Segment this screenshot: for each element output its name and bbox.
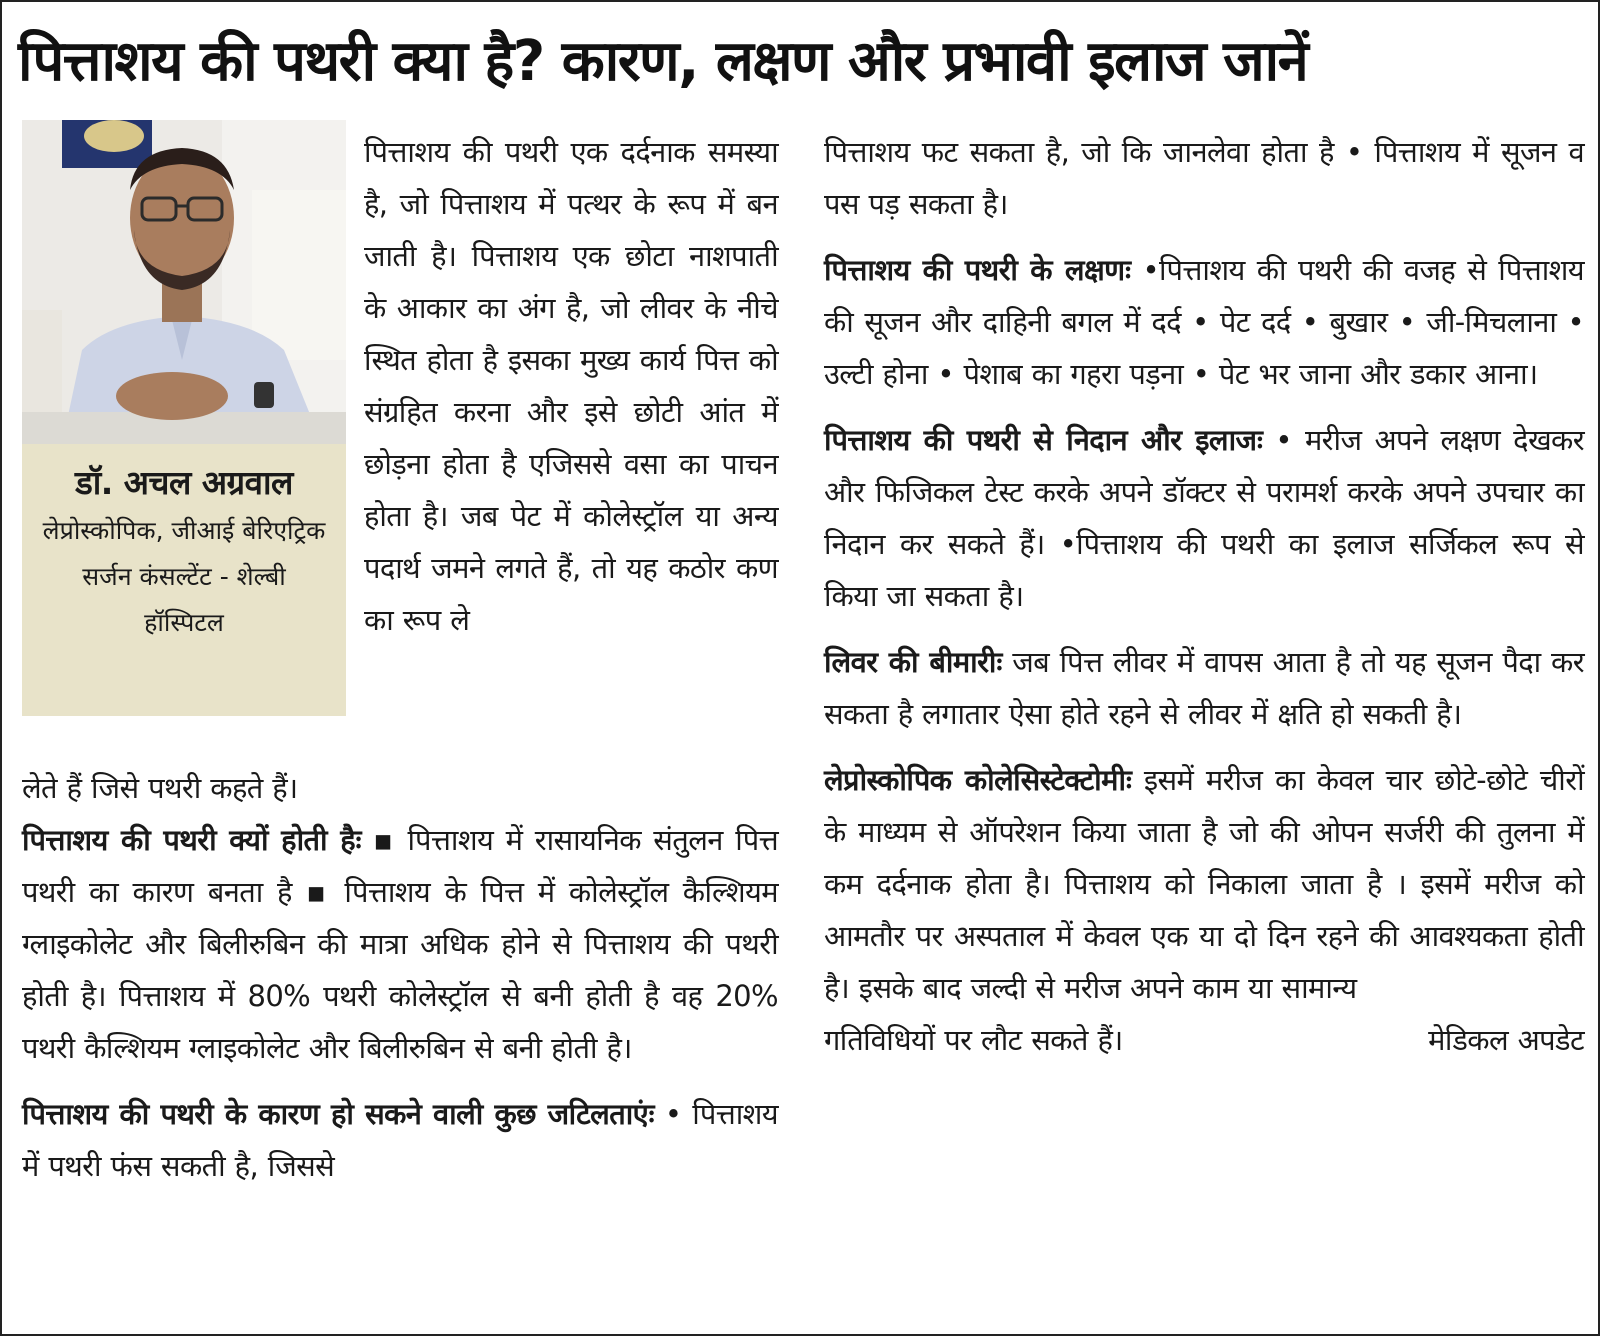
closing-line [824, 1014, 1584, 1066]
doctor-photo [22, 120, 346, 444]
section-body: • पित्ताशय में पथरी फंस सकती है, जिससे [22, 1097, 778, 1183]
section-heading: पित्ताशय की पथरी से निदान और इलाजः [824, 423, 1263, 457]
section-heading: पित्ताशय की पथरी क्यों होती हैः [22, 823, 361, 857]
section-heading: पित्ताशय की पथरी के लक्षणः [824, 253, 1131, 287]
section-heading: पित्ताशय की पथरी के कारण हो सकने वाली कुछ जटिलताएंः [22, 1097, 654, 1131]
byline: मेडिकल अपडेट [1428, 1023, 1584, 1057]
section-complications [22, 1088, 778, 1192]
section-laparoscopic [824, 754, 1584, 1014]
doctor-name: डॉ. अचल अग्रवाल [75, 463, 293, 502]
section-body: •पित्ताशय की पथरी की वजह से पित्ताशय की सूजन और दाहिनी बगल में दर्द • पेट दर्द • बुखार • जी-मिचलाना • उल्टी होना • पेशाब का गहरा पड़ना • पेट भर जाना और डकार आना। [824, 253, 1584, 391]
section-body: जब पित्त लीवर में वापस आता है तो यह सूजन पैदा कर सकता है लगातार ऐसा होते रहने से लीवर में क्षति हो सकती है। [824, 645, 1584, 731]
section-body: ▪ पित्ताशय में रासायनिक संतुलन पित्त पथरी का कारण बनता है ▪ पित्ताशय के पित्त में कोलेस्ट्रॉल कैल्शियम ग्लाइकोलेट और बिलीरुबिन की मात्रा अधिक होने से पित्ताशय की पथरी होती है। पित्ताशय में 80% पथरी कोलेस्ट्रॉल से बनी होती है वह 20% पथरी कैल्शियम ग्लाइकोलेट और बिलीरुबिन से बनी होती है। [22, 823, 779, 1065]
intro-paragraph: पित्ताशय की पथरी एक दर्दनाक समस्या है, जो पित्ताशय में पत्थर के रूप में बन जाती है। पित्ताशय एक छोटा नाशपाती के आकार का अंग है, जो लीवर के नीचे स्थित होता है इसका मुख्य कार्य पित्त को संग्रहित करना और इसे छोटी आंत में छोड़ना होता है एजिससे वसा का पाचन होता है। जब पेट में कोलेस्ट्रॉल या अन्य पदार्थ जमने लगते हैं, तो यह कठोर कण का रूप ले [364, 135, 778, 637]
section-complications-cont [824, 126, 1584, 230]
closing-text: गतिविधियों पर लौट सकते हैं। [824, 1023, 1123, 1057]
left-column [22, 814, 778, 1206]
doctor-caption [22, 444, 346, 716]
right-column [824, 126, 1584, 1066]
headline: पित्ताशय की पथरी क्या है? कारण, लक्षण और प्रभावी इलाज जानें [18, 29, 1308, 94]
section-symptoms [824, 244, 1584, 400]
doctor-title: लेप्रोस्कोपिक, जीआई बेरिएट्रिक सर्जन कंसल्टेंट - शेल्बी हॉस्पिटल [42, 516, 326, 637]
section-diagnosis [824, 414, 1584, 622]
section-why-stones [22, 814, 778, 1074]
section-body: • मरीज अपने लक्षण देखकर और फिजिकल टेस्ट करके अपने डॉक्टर से परामर्श करके अपने उपचार का निदान कर सकते हैं। •पित्ताशय की पथरी का इलाज सर्जिकल रूप से किया जा सकता है। [824, 423, 1584, 613]
section-liver-disease [824, 636, 1584, 740]
section-body: इसमें मरीज का केवल चार छोटे-छोटे चीरों के माध्यम से ऑपरेशन किया जाता है जो की ओपन सर्जरी की तुलना में कम दर्दनाक होता है। पित्ताशय को निकाला जाता है । इसमें मरीज को आमतौर पर अस्पताल में केवल एक या दो दिन रहने की आवश्यकता होती है। इसके बाद जल्दी से मरीज अपने काम या सामान्य [824, 763, 1584, 1005]
doctor-profile-box [22, 120, 346, 716]
section-heading: लिवर की बीमारीः [824, 645, 1002, 679]
intro-paragraph-end: लेते हैं जिसे पथरी कहते हैं। [22, 771, 298, 805]
section-body: पित्ताशय फट सकता है, जो कि जानलेवा होता है • पित्ताशय में सूजन व पस पड़ सकता है। [824, 135, 1584, 221]
section-heading: लेप्रोस्कोपिक कोलेसिस्टेक्टोमीः [824, 763, 1132, 797]
